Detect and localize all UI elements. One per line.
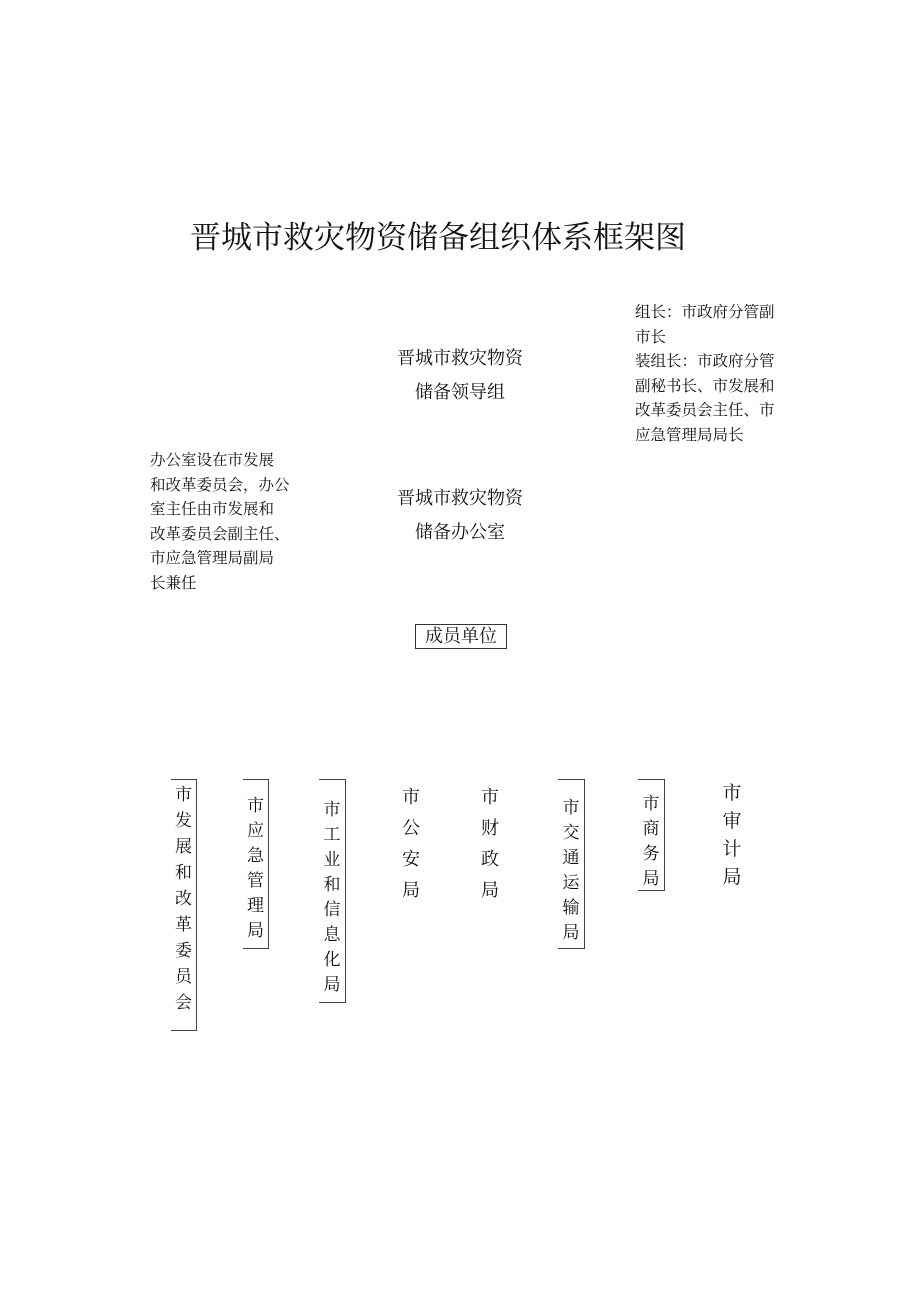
unit-char: 输 [562, 898, 580, 918]
unit-char: 通 [562, 848, 580, 868]
unit-char: 局 [323, 975, 341, 995]
unit-char: 局 [722, 866, 742, 888]
office-note-line: 改革委员会副主任、 [150, 524, 290, 543]
office-note-line: 长兼任 [150, 573, 197, 592]
unit-finance [477, 782, 503, 906]
leader-note-line: 装组长：市政府分管 [635, 352, 775, 370]
office-note-line: 市应急管理局副局 [150, 549, 275, 567]
unit-char: 市 [562, 798, 580, 818]
unit-commerce [638, 779, 665, 891]
unit-char: 政 [481, 849, 499, 870]
unit-char: 局 [481, 880, 499, 901]
unit-char: 市 [175, 785, 192, 805]
leader-note-line: 组长：市政府分管副 [635, 303, 775, 321]
unit-char: 市 [323, 800, 341, 820]
office-note-line: 和改革委员会，办公 [150, 475, 290, 494]
diagram-title: 晋城市救灾物资储备组织体系框架图 [190, 220, 686, 256]
unit-char: 市 [722, 782, 742, 804]
unit-char: 信 [323, 900, 341, 920]
unit-char: 商 [642, 819, 660, 839]
unit-char: 务 [642, 844, 660, 864]
unit-char: 市 [402, 787, 420, 808]
unit-char: 应 [247, 821, 264, 841]
unit-public-security [398, 782, 424, 906]
office-node [370, 482, 550, 550]
unit-char: 发 [175, 811, 192, 831]
leader-note-line: 市长 [635, 327, 667, 346]
unit-char: 改 [175, 889, 192, 909]
unit-char: 局 [562, 923, 580, 943]
unit-char: 管 [247, 871, 264, 891]
unit-char: 息 [323, 925, 341, 945]
office-line-1: 晋城市救灾物资 [397, 488, 523, 509]
unit-char: 和 [323, 875, 341, 895]
member-units-node: 成员单位 [415, 624, 507, 649]
unit-char: 工 [323, 825, 341, 845]
unit-char: 计 [722, 838, 742, 860]
leader-group-note [635, 300, 790, 447]
unit-char: 运 [562, 873, 580, 893]
unit-char: 市 [481, 787, 499, 808]
unit-char: 市 [642, 794, 660, 814]
unit-emergency-management [243, 779, 269, 949]
office-note-line: 室主任由市发展和 [150, 500, 275, 518]
unit-char: 交 [562, 823, 580, 843]
leader-note-line: 改革委员会主任、市 [635, 401, 775, 419]
unit-char: 革 [175, 915, 192, 935]
leader-group-line-2: 储备领导组 [415, 382, 505, 403]
unit-char: 委 [175, 941, 192, 961]
unit-char: 会 [175, 993, 192, 1013]
unit-char: 财 [481, 818, 499, 839]
office-note-line: 办公室设在市发展 [150, 451, 275, 469]
unit-transport [558, 779, 585, 949]
office-line-2: 储备办公室 [415, 522, 505, 543]
unit-char: 化 [323, 950, 341, 970]
unit-char: 安 [402, 849, 420, 870]
unit-char: 市 [247, 796, 264, 816]
leader-group-node [370, 342, 550, 410]
unit-char: 理 [247, 896, 264, 916]
unit-development-reform [171, 779, 197, 1031]
leader-note-line: 副秘书长、市发展和 [635, 376, 775, 395]
unit-char: 局 [247, 921, 264, 941]
office-note [150, 448, 312, 595]
unit-char: 展 [175, 837, 192, 857]
unit-char: 业 [323, 850, 341, 870]
leader-group-line-1: 晋城市救灾物资 [397, 348, 523, 369]
unit-audit [719, 779, 745, 891]
unit-char: 局 [402, 880, 420, 901]
unit-char: 公 [402, 818, 420, 839]
leader-note-line: 应急管理局局长 [635, 425, 744, 444]
unit-char: 审 [722, 810, 742, 832]
unit-industry-it [319, 779, 346, 1003]
unit-char: 局 [642, 869, 660, 889]
unit-char: 和 [175, 863, 192, 883]
unit-char: 急 [247, 846, 264, 866]
unit-char: 员 [175, 967, 192, 987]
